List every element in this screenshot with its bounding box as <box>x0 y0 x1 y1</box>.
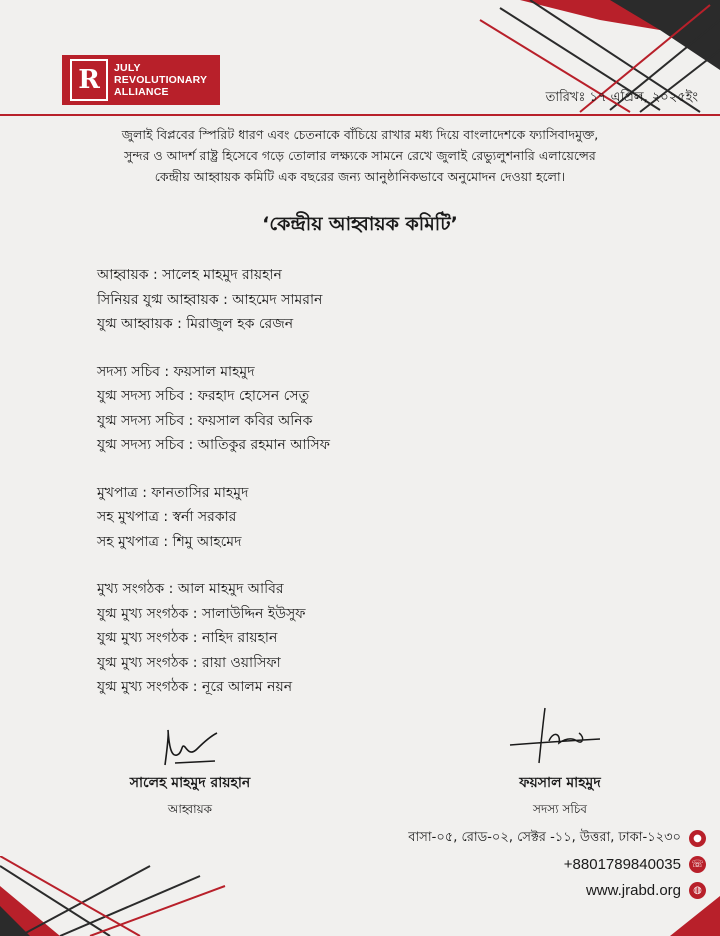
member-row: আহ্বায়ক : সালেহ মাহমুদ রায়হান <box>97 267 282 283</box>
logo-mark: R <box>70 59 108 101</box>
member-row: সদস্য সচিব : ফয়সাল মাহমুদ <box>97 363 255 380</box>
document-date: তারিখঃ ১৭ এপ্রিল, ২০২৫ইং <box>545 90 698 105</box>
committee-list <box>97 263 330 700</box>
website-link[interactable]: www.jrabd.org <box>585 881 681 899</box>
signer-name: ফয়সাল মাহমুদ <box>519 775 601 791</box>
signature-right-image <box>505 703 605 768</box>
signer-role: আহ্বায়ক <box>167 802 213 816</box>
member-row: মুখ্য সংগঠক : আল মাহমুদ আবির <box>97 581 284 597</box>
corner-decoration-bottom-left <box>0 856 230 936</box>
member-row: যুগ্ম সদস্য সচিব : আতিকুর রহমান আসিফ <box>97 437 331 453</box>
signer-name: সালেহ মাহমুদ রায়হান <box>129 775 251 791</box>
member-row: সহ মুখপাত্র : শিমু আহমেদ <box>97 533 242 550</box>
phone-text: +8801789840035 <box>563 855 681 873</box>
header-rule <box>0 114 720 116</box>
signer-role: সদস্য সচিব <box>533 802 587 816</box>
contact-phone <box>408 851 706 877</box>
signature-left <box>100 771 280 821</box>
member-row: যুগ্ম মুখ্য সংগঠক : নাহিদ রায়হান <box>97 630 278 646</box>
contact-info <box>408 825 706 903</box>
member-row: যুগ্ম মুখ্য সংগঠক : রায়া ওয়াসিফা <box>97 654 281 671</box>
committee-heading: ‘কেন্দ্রীয় আহ্বায়ক কমিটি’ <box>262 213 458 235</box>
signature-left-image <box>155 725 225 770</box>
member-row: যুগ্ম মুখ্য সংগঠক : সালাউদ্দিন ইউসুফ <box>97 605 306 622</box>
member-row: যুগ্ম সদস্য সচিব : ফয়সাল কবির অনিক <box>97 412 313 429</box>
address-text: বাসা-০৫, রোড-০২, সেক্টর -১১, উত্তরা, ঢাকা-১২৩০ <box>408 829 681 845</box>
logo-text <box>114 62 207 98</box>
intro-line: সুন্দর ও আদর্শ রাষ্ট্র হিসেবে গড়ে তোলার লক্ষ্যকে সামনে রেখে জুলাই রেভ্যুলুশনারি এলায়েন্সের <box>124 148 596 163</box>
logo-line-1: JULY <box>114 62 141 74</box>
member-row: সহ মুখপাত্র : স্বর্না সরকার <box>97 509 237 525</box>
logo-line-2: REVOLUTIONARY <box>114 74 208 86</box>
logo <box>62 55 220 105</box>
phone-icon: ☏ <box>689 856 706 873</box>
member-row: যুগ্ম সদস্য সচিব : ফরহাদ হোসেন সেতু <box>97 388 310 404</box>
intro-paragraph <box>42 124 678 187</box>
member-row: যুগ্ম মুখ্য সংগঠক : নূরে আলম নয়ন <box>97 679 293 695</box>
member-row: যুগ্ম আহ্বায়ক : মিরাজুল হক রেজন <box>97 316 294 332</box>
location-icon: ● <box>689 830 706 847</box>
logo-line-3: ALLIANCE <box>114 86 169 98</box>
member-row: সিনিয়র যুগ্ম আহ্বায়ক : আহমেদ সামরান <box>97 291 323 308</box>
intro-line: কেন্দ্রীয় আহ্বায়ক কমিটি এক বছরের জন্য আনুষ্ঠানিকভাবে অনুমোদন দেওয়া হলো। <box>154 169 566 184</box>
globe-icon: ◍ <box>689 882 706 899</box>
contact-address <box>408 825 706 851</box>
member-row: মুখপাত্র : ফানতাসির মাহমুদ <box>97 484 249 501</box>
intro-line: জুলাই বিপ্লবের স্পিরিট ধারণ এবং চেতনাকে বাঁচিয়ে রাখার মধ্য দিয়ে বাংলাদেশকে ফ্যাসিবাদমুক্ত, <box>121 127 599 142</box>
signature-right <box>470 771 650 821</box>
contact-website[interactable] <box>408 877 706 903</box>
